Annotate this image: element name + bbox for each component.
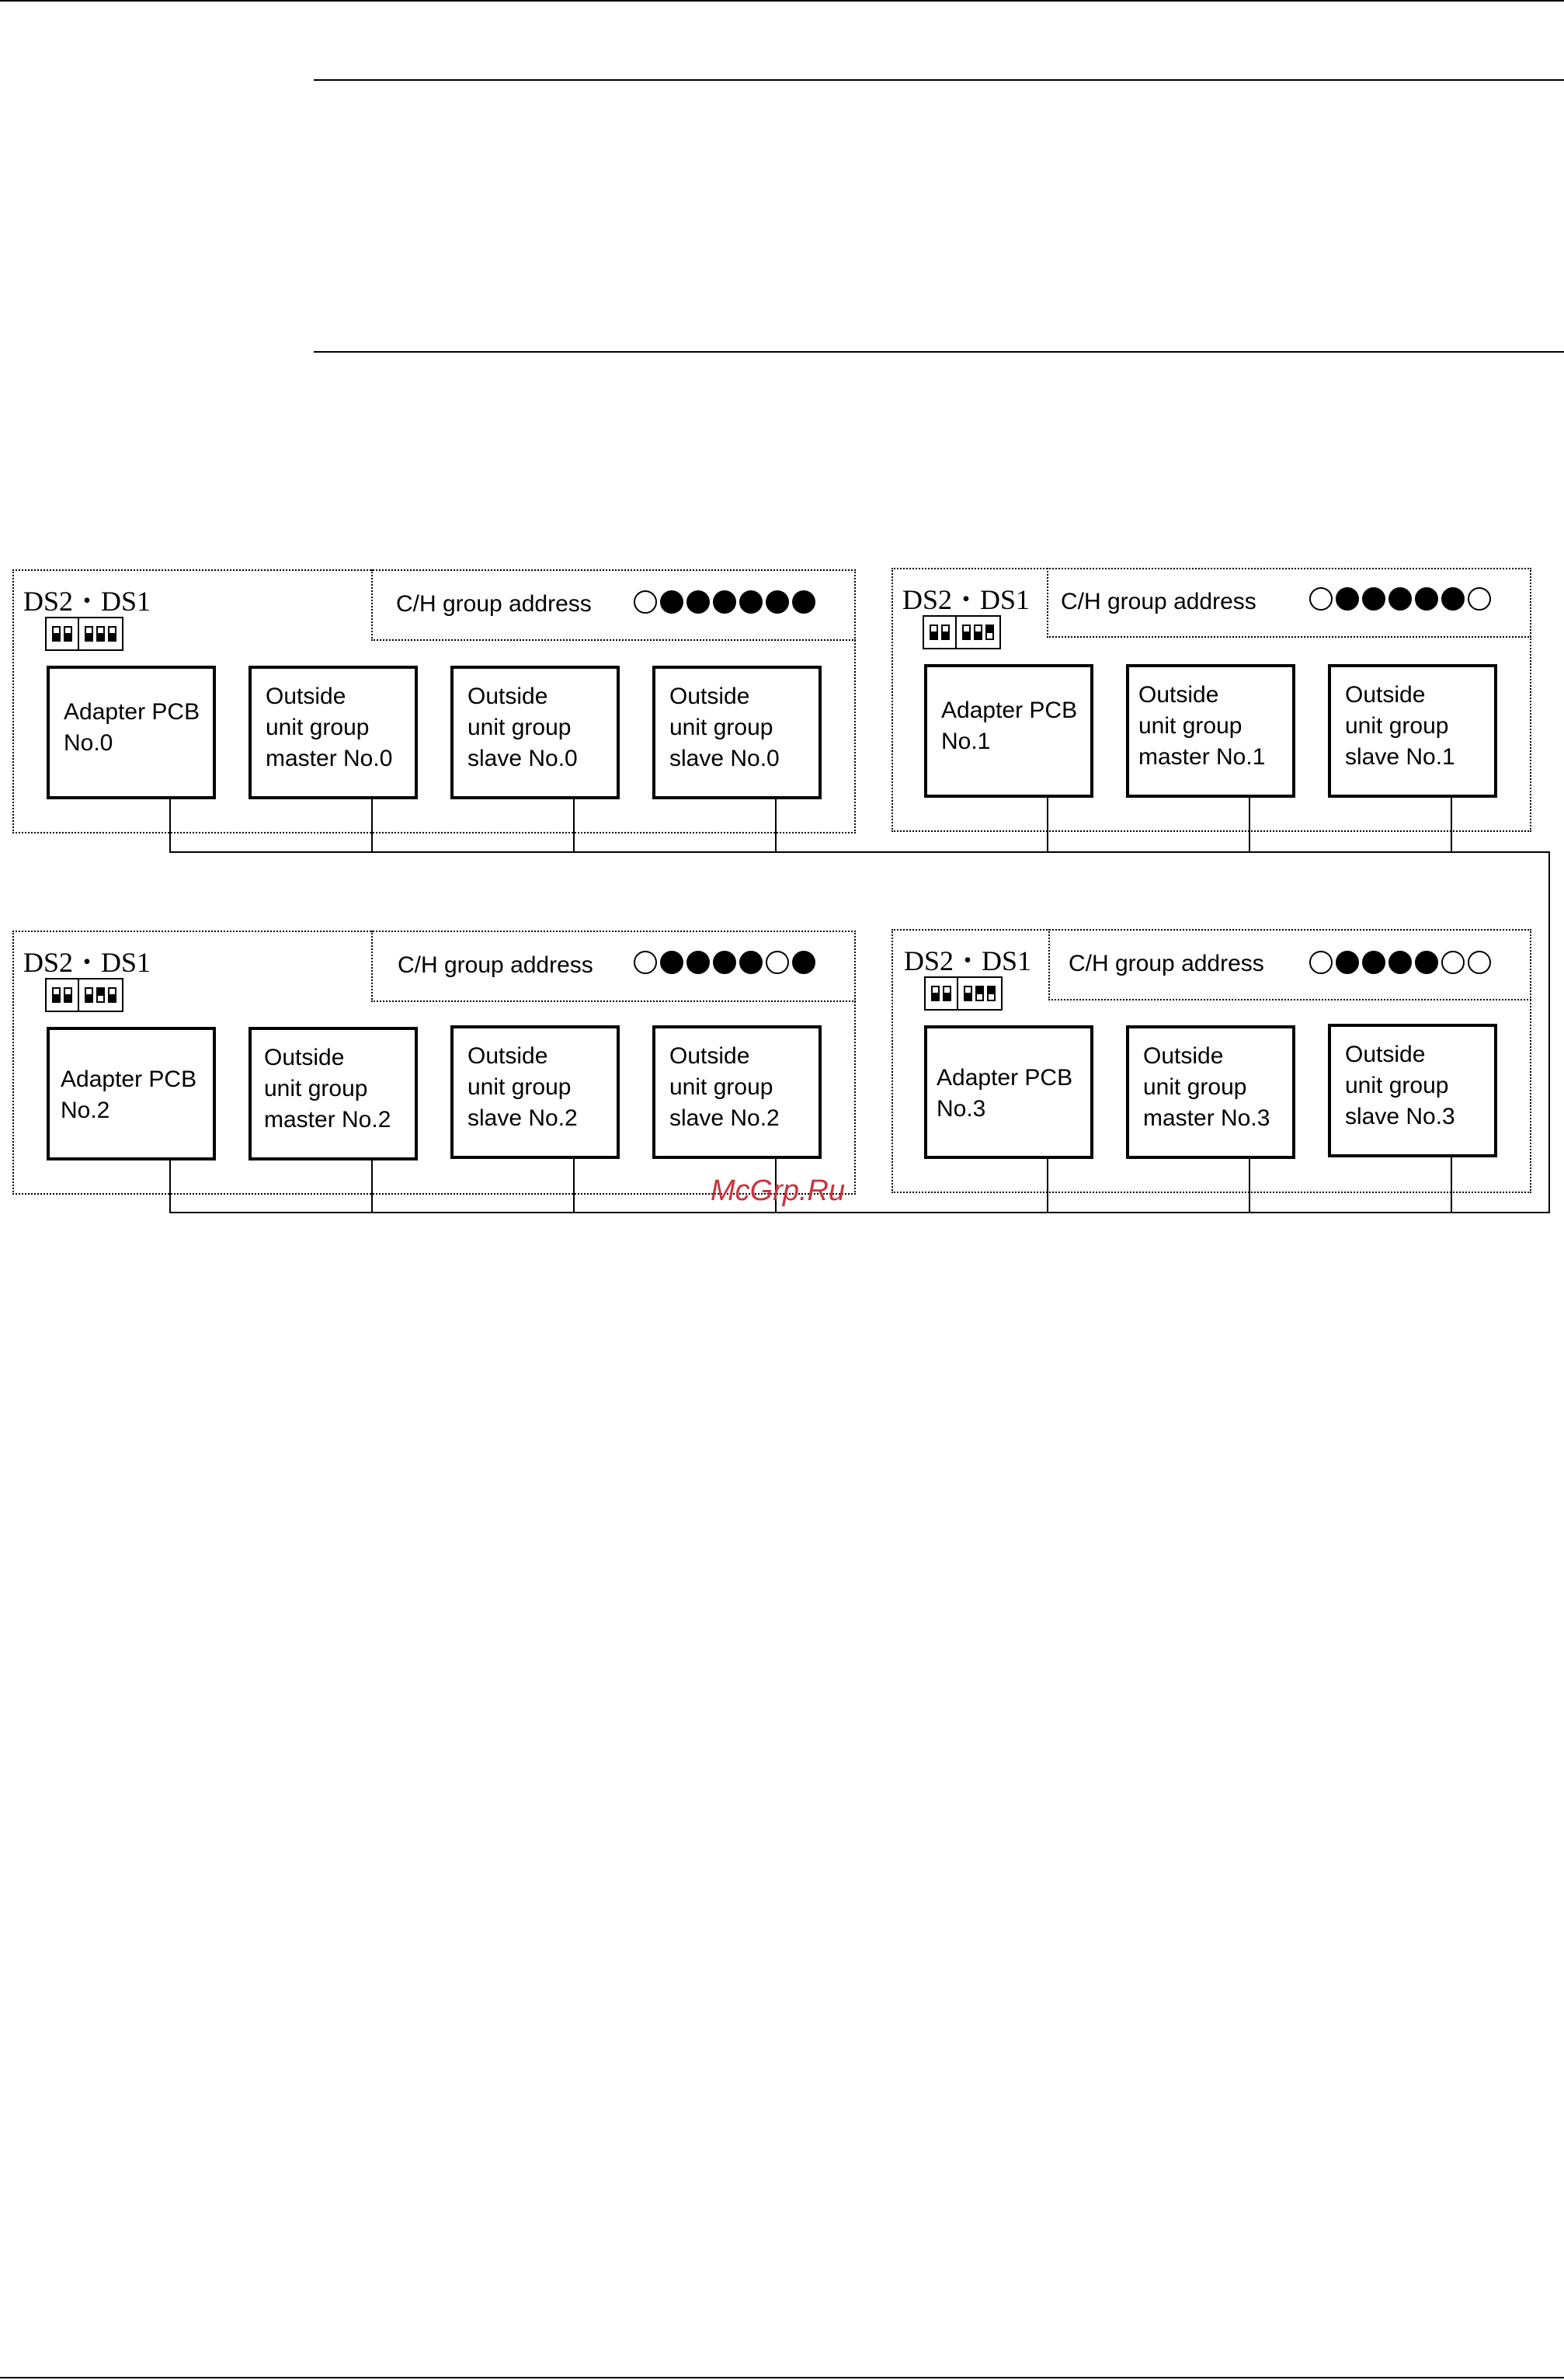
dip-switch bbox=[941, 625, 950, 640]
adapter-pcb-2-box: Adapter PCB No.2 bbox=[47, 1027, 216, 1160]
address-dot-on bbox=[660, 951, 683, 974]
outside-unit-slave-0a-box: Outside unit group slave No.0 bbox=[450, 666, 620, 799]
dip-switch bbox=[108, 626, 116, 642]
group-1-address-dots bbox=[1309, 587, 1491, 611]
dip-switch bbox=[962, 625, 971, 640]
address-dot-on bbox=[792, 951, 815, 974]
wire bbox=[1451, 798, 1452, 853]
dip-switch bbox=[52, 987, 61, 1003]
address-dot-on bbox=[686, 951, 710, 974]
address-dot-on bbox=[1388, 587, 1412, 611]
ds2-bank bbox=[47, 618, 78, 649]
dip-switch bbox=[985, 625, 994, 640]
outside-unit-master-2-box: Outside unit group master No.2 bbox=[249, 1027, 418, 1160]
adapter-pcb-1-box: Adapter PCB No.1 bbox=[924, 664, 1093, 798]
outside-unit-slave-3-box: Outside unit group slave No.3 bbox=[1328, 1024, 1497, 1157]
address-dot-off bbox=[1309, 587, 1333, 611]
group-3-address-dots bbox=[1309, 951, 1491, 974]
address-dot-on bbox=[713, 951, 736, 974]
address-dot-on bbox=[1441, 587, 1465, 611]
group-2-address-dots bbox=[634, 951, 815, 974]
group-0-address-label: C/H group address bbox=[396, 591, 592, 617]
group-3-dip-switches bbox=[924, 976, 1003, 1011]
address-dot-off bbox=[1441, 951, 1465, 974]
dip-switch bbox=[64, 987, 72, 1003]
wire bbox=[1047, 798, 1048, 853]
outside-unit-slave-1-box: Outside unit group slave No.1 bbox=[1328, 664, 1497, 798]
outside-unit-master-1-box: Outside unit group master No.1 bbox=[1126, 664, 1295, 798]
dip-switch bbox=[64, 626, 72, 642]
address-dot-on bbox=[1415, 587, 1438, 611]
wire bbox=[1047, 1159, 1048, 1213]
wire bbox=[573, 1159, 575, 1213]
address-dot-on bbox=[1336, 951, 1359, 974]
wire bbox=[169, 1160, 171, 1213]
page-bottom-rule bbox=[0, 2377, 1564, 2378]
address-dot-off bbox=[1468, 587, 1491, 611]
address-dot-off bbox=[1468, 951, 1491, 974]
address-dot-off bbox=[1309, 951, 1333, 974]
wire bbox=[371, 799, 373, 853]
outside-unit-slave-2b-box: Outside unit group slave No.2 bbox=[652, 1025, 822, 1159]
outside-unit-slave-2a-box: Outside unit group slave No.2 bbox=[450, 1025, 620, 1159]
group-2-dip-switches bbox=[45, 978, 123, 1012]
group-0-address-dots bbox=[634, 590, 815, 614]
group-2-ds-label: DS2・DS1 bbox=[23, 947, 151, 978]
ds2-bank bbox=[924, 617, 955, 648]
dip-switch bbox=[52, 626, 61, 642]
dip-switch bbox=[943, 986, 951, 1001]
address-dot-on bbox=[1362, 951, 1385, 974]
address-dot-on bbox=[792, 590, 815, 614]
group-0-ds-label: DS2・DS1 bbox=[23, 586, 151, 617]
ds1-bank bbox=[957, 978, 1001, 1009]
address-dot-on bbox=[1336, 587, 1359, 611]
bus-riser-right bbox=[1548, 851, 1550, 1213]
header-rule-bottom bbox=[314, 351, 1564, 353]
wire bbox=[1249, 798, 1250, 853]
header-rule-top bbox=[314, 79, 1564, 81]
group-3-ds-label: DS2・DS1 bbox=[904, 945, 1032, 976]
outside-unit-slave-0b-box: Outside unit group slave No.0 bbox=[652, 666, 822, 799]
group-2-address-label: C/H group address bbox=[398, 952, 593, 978]
ds2-bank bbox=[926, 978, 957, 1009]
dip-switch bbox=[96, 987, 105, 1003]
address-dot-on bbox=[660, 590, 683, 614]
ds1-bank bbox=[78, 618, 122, 649]
address-dot-on bbox=[739, 590, 763, 614]
address-dot-on bbox=[1362, 587, 1385, 611]
watermark: McGrp.Ru bbox=[711, 1174, 846, 1207]
dip-switch bbox=[85, 987, 93, 1003]
group-3-address-label: C/H group address bbox=[1069, 951, 1264, 976]
dip-switch bbox=[85, 626, 93, 642]
outside-unit-master-3-box: Outside unit group master No.3 bbox=[1126, 1025, 1295, 1159]
dip-switch bbox=[964, 986, 972, 1001]
address-dot-off bbox=[634, 951, 657, 974]
dip-switch bbox=[975, 986, 984, 1001]
dip-switch bbox=[987, 986, 996, 1001]
address-dot-off bbox=[766, 951, 789, 974]
dip-switch bbox=[931, 986, 940, 1001]
ds1-bank bbox=[78, 979, 122, 1011]
dip-switch bbox=[930, 625, 938, 640]
dip-switch bbox=[974, 625, 982, 640]
address-dot-on bbox=[713, 590, 736, 614]
address-dot-on bbox=[686, 590, 710, 614]
wire bbox=[1249, 1159, 1250, 1213]
adapter-pcb-0-box: Adapter PCB No.0 bbox=[47, 666, 216, 799]
group-1-dip-switches bbox=[923, 615, 1001, 649]
wire bbox=[169, 799, 171, 853]
dip-switch bbox=[96, 626, 105, 642]
ds2-bank bbox=[47, 979, 78, 1011]
group-0-dip-switches bbox=[45, 617, 123, 651]
group-1-address-label: C/H group address bbox=[1061, 589, 1256, 614]
bus-line-upper bbox=[169, 851, 1550, 853]
wire bbox=[371, 1160, 373, 1213]
page-top-rule bbox=[0, 0, 1564, 2]
dip-switch bbox=[108, 987, 116, 1003]
address-dot-on bbox=[1388, 951, 1412, 974]
ds1-bank bbox=[955, 617, 999, 648]
group-1-ds-label: DS2・DS1 bbox=[902, 584, 1031, 615]
adapter-pcb-3-box: Adapter PCB No.3 bbox=[924, 1025, 1093, 1159]
address-dot-off bbox=[634, 590, 657, 614]
wire bbox=[573, 799, 575, 853]
bus-line-lower bbox=[169, 1212, 1550, 1213]
address-dot-on bbox=[739, 951, 763, 974]
address-dot-on bbox=[766, 590, 789, 614]
wire bbox=[1451, 1157, 1452, 1213]
outside-unit-master-0-box: Outside unit group master No.0 bbox=[249, 666, 418, 799]
wire bbox=[775, 799, 777, 853]
address-dot-on bbox=[1415, 951, 1438, 974]
